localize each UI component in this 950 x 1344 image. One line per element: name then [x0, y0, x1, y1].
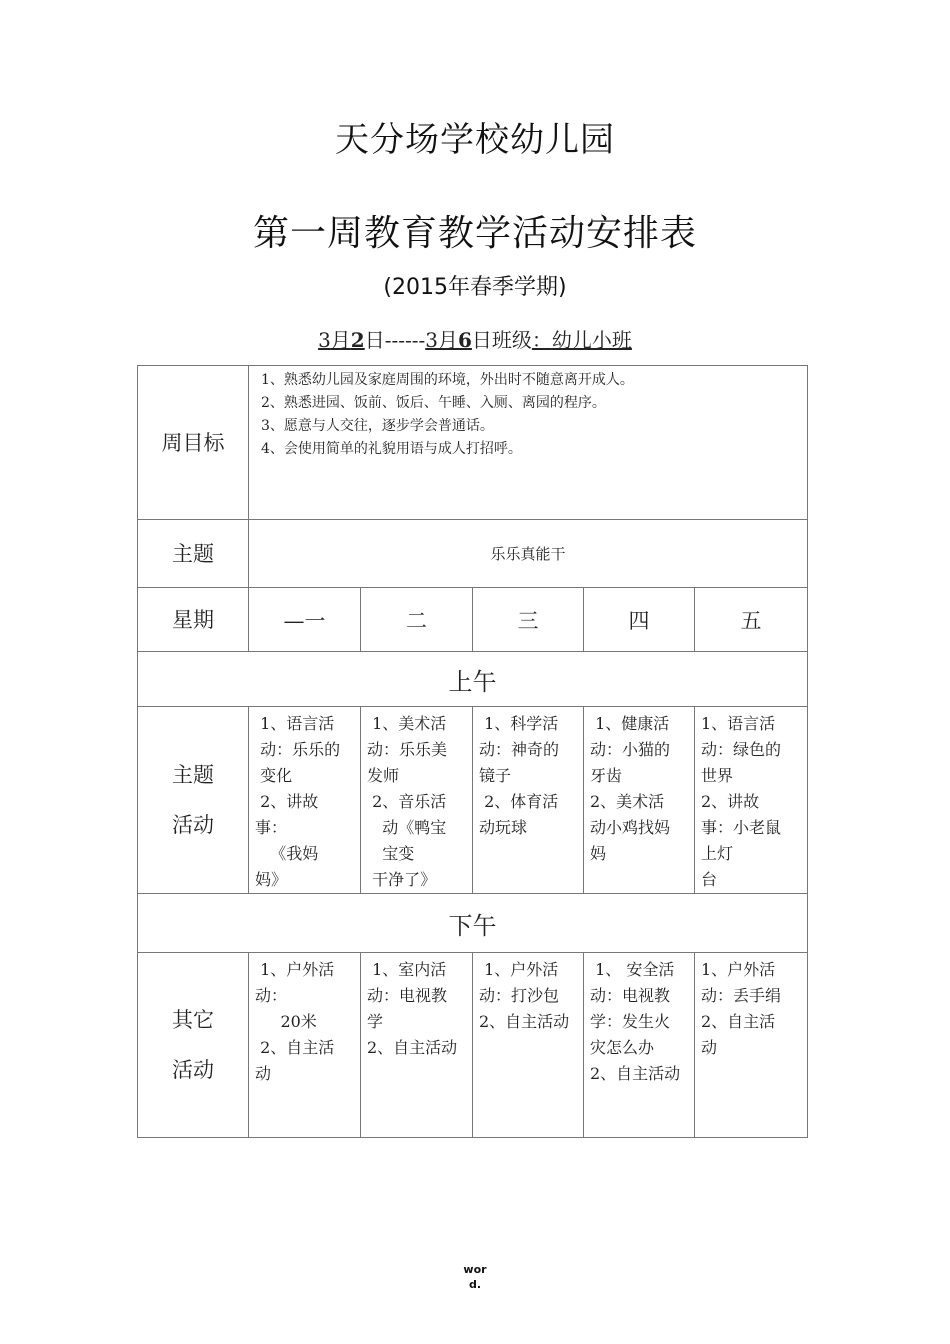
day-char-1: 日 — [364, 328, 385, 352]
start-day: 2 — [350, 328, 365, 352]
weekday-mon: —一 — [249, 588, 361, 652]
goal-item: 4、会使用简单的礼貌用语与成人打招呼。 — [261, 441, 522, 457]
other-activity-mon: 1、户外活 动： 20米 2、自主活 动 — [249, 953, 361, 1138]
class-name: 幼儿小班 — [551, 328, 632, 352]
goals-row — [138, 366, 808, 520]
month-char-1: 月 — [330, 328, 351, 352]
weekday-wed: 三 — [473, 588, 584, 652]
other-activity-wed: 1、户外活 动：打沙包 2、自主活动 — [473, 953, 584, 1138]
theme-value: 乐乐真能干 — [249, 520, 808, 588]
date-class-line — [0, 324, 950, 353]
document-title: 第一周教育教学活动安排表 — [252, 213, 697, 254]
goals-label: 周目标 — [138, 366, 249, 520]
theme-activity-mon: 1、语言活 动：乐乐的 变化 2、讲故 事： 《我妈 妈》 — [249, 707, 361, 894]
month-char-2: 月 — [438, 328, 458, 352]
class-label: 班级 — [491, 328, 532, 352]
goal-item: 2、熟悉进园、饭前、饭后、午睡、入厕、离园的程序。 — [261, 395, 606, 411]
goals-cell — [249, 366, 808, 520]
other-activity-label — [138, 953, 249, 1138]
other-activity-label-line1: 其它 — [172, 1008, 214, 1032]
theme-activity-fri: 1、语言活 动：绿色的 世界 2、讲故 事：小老鼠 上灯 台 — [695, 707, 808, 894]
morning-label: 上午 — [138, 652, 808, 707]
schedule-table — [137, 365, 808, 1138]
other-activity-row — [138, 953, 808, 1138]
other-activity-tue: 1、室内活 动：电视教 学 2、自主活动 — [361, 953, 473, 1138]
morning-row — [138, 652, 808, 707]
end-day: 6 — [458, 328, 472, 352]
weekday-tue: 二 — [361, 588, 473, 652]
other-activity-thu: 1、 安全活 动：电视教 学：发生火 灾怎么办 2、自主活动 — [584, 953, 695, 1138]
theme-activity-row — [138, 707, 808, 894]
end-month: 3 — [425, 328, 438, 352]
goal-item: 1、熟悉幼儿园及家庭周围的环境，外出时不随意离开成人。 — [261, 372, 634, 388]
other-activity-label-line2: 活动 — [172, 1058, 214, 1082]
date-dashes: ------ — [384, 328, 426, 352]
afternoon-row — [138, 894, 808, 953]
class-colon: ： — [531, 328, 552, 352]
term-label: (2015年春季学期) — [383, 275, 567, 300]
afternoon-label: 下午 — [138, 894, 808, 953]
theme-activity-tue: 1、美术活 动：乐乐美 发师 2、音乐活 动《鸭宝 宝变 干净了》 — [361, 707, 473, 894]
weekday-label: 星期 — [138, 588, 249, 652]
theme-row — [138, 520, 808, 588]
school-name: 天分场学校幼儿园 — [335, 120, 615, 160]
theme-activity-label-line2: 活动 — [172, 813, 214, 837]
weekday-row — [138, 588, 808, 652]
theme-activity-wed: 1、科学活 动：神奇的 镜子 2、体育活 动玩球 — [473, 707, 584, 894]
other-activity-fri: 1、户外活 动：丢手绢 2、自主活 动 — [695, 953, 808, 1138]
theme-activity-label-line1: 主题 — [172, 763, 214, 787]
footer-text: wor d. — [463, 1263, 487, 1291]
goal-item: 3、愿意与人交往，逐步学会普通话。 — [261, 418, 494, 434]
theme-label: 主题 — [138, 520, 249, 588]
weekday-fri: 五 — [695, 588, 808, 652]
weekday-thu: 四 — [584, 588, 695, 652]
theme-activity-label — [138, 707, 249, 894]
theme-activity-thu: 1、健康活 动：小猫的 牙齿 2、美术活 动小鸡找妈 妈 — [584, 707, 695, 894]
start-month: 3 — [318, 328, 331, 352]
day-char-2: 日 — [471, 328, 492, 352]
